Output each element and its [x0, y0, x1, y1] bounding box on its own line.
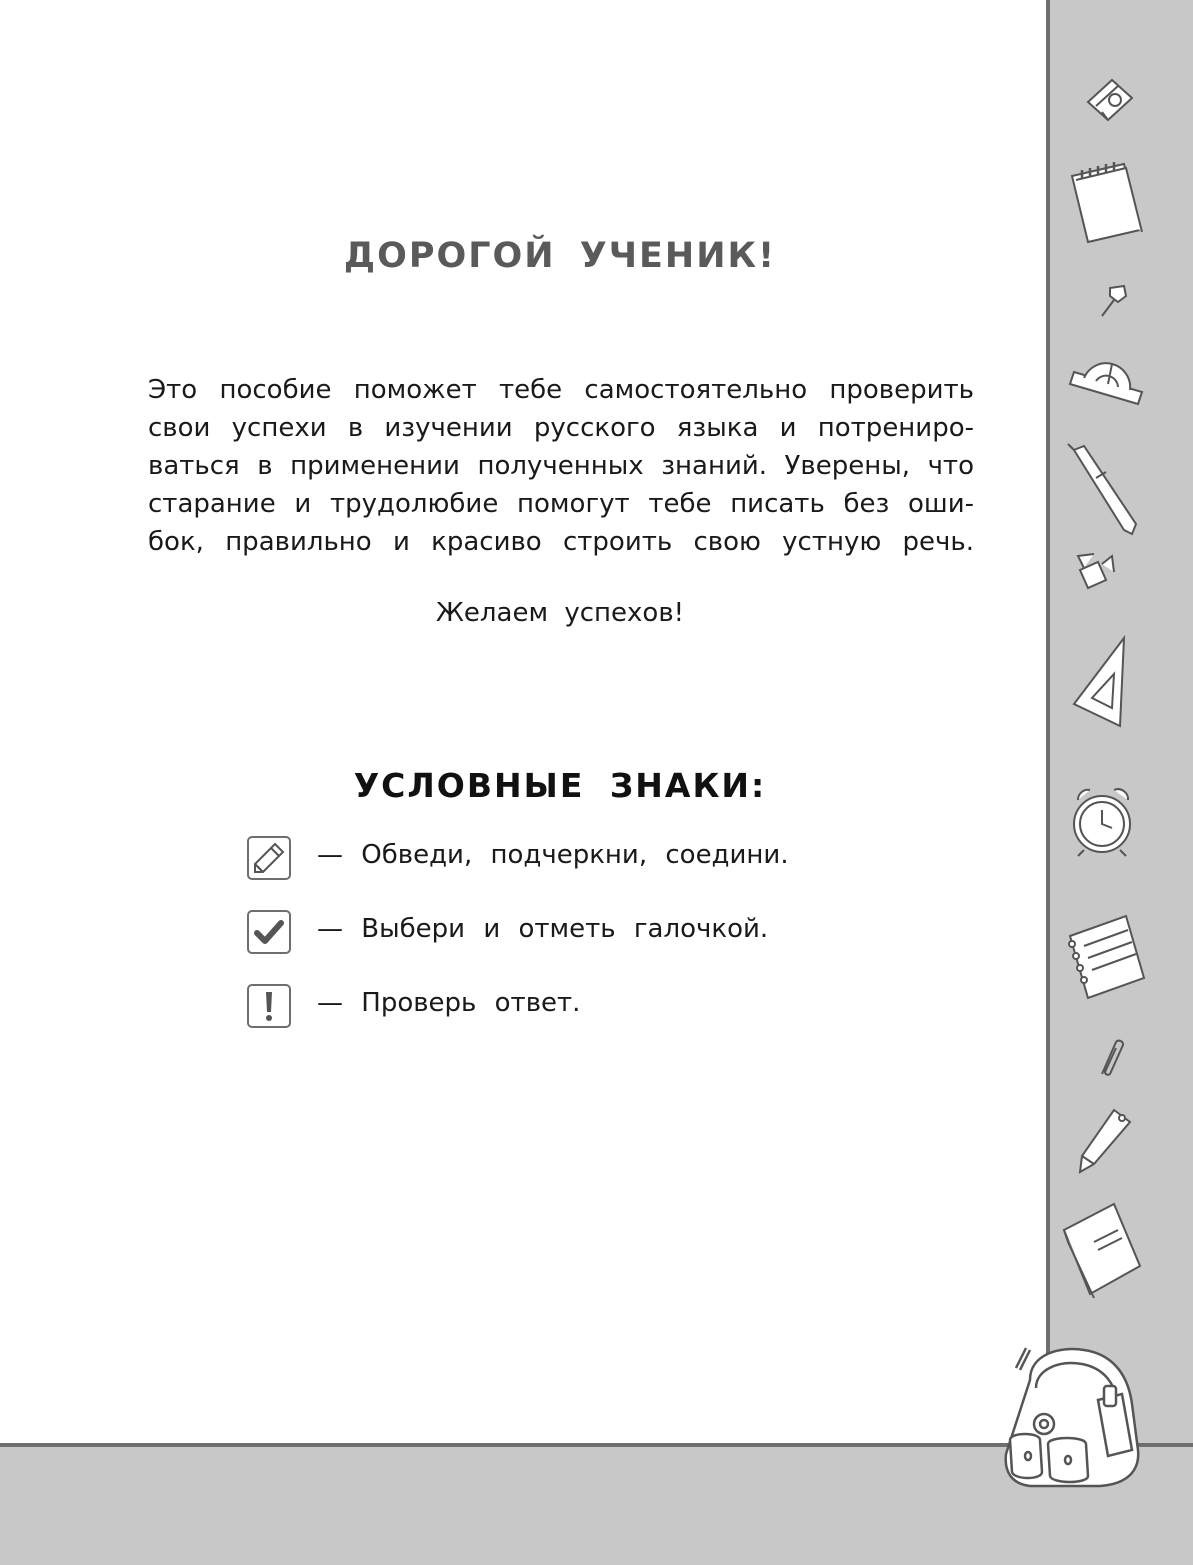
binder-clip-icon — [1072, 552, 1118, 602]
spiral-notebook-icon — [1062, 912, 1148, 1008]
intro-line: Это пособие поможет тебе самостоятельно проверить — [148, 375, 974, 405]
legend-text: — Выбери и отметь галочкой. — [317, 914, 769, 944]
intro-paragraph — [148, 371, 974, 561]
legend-title: УСЛОВНЫЕ ЗНАКИ: — [353, 766, 767, 805]
exclamation-icon — [247, 984, 291, 1028]
wish-text: Желаем успехов! — [435, 598, 685, 628]
legend-text: — Обведи, подчеркни, соедини. — [317, 840, 789, 870]
pencil-doodle-icon — [1074, 1106, 1136, 1176]
intro-line: бок, правильно и красиво строить свою устную речь. — [148, 527, 974, 557]
page-title: ДОРОГОЙ УЧЕНИК! — [343, 236, 777, 276]
triangle-ruler-icon — [1070, 634, 1132, 730]
sharpener-icon — [1082, 72, 1138, 128]
notepad-icon — [1064, 158, 1144, 248]
paperclip-icon — [1092, 1036, 1126, 1080]
protractor-icon — [1066, 346, 1144, 412]
backpack-icon — [1000, 1340, 1146, 1488]
checkmark-icon — [247, 910, 291, 954]
pen-icon — [1066, 442, 1142, 538]
intro-line: старание и трудолюбие помогут тебе писать без оши- — [148, 489, 974, 519]
pencil-icon — [247, 836, 291, 880]
legend-text: — Проверь ответ. — [317, 988, 581, 1018]
book-icon — [1060, 1200, 1146, 1300]
intro-line: ваться в применении полученных знаний. Уверены, что — [148, 451, 974, 481]
intro-line: свои успехи в изучении русского языка и потрениро- — [148, 413, 974, 443]
pushpin-icon — [1096, 282, 1132, 322]
